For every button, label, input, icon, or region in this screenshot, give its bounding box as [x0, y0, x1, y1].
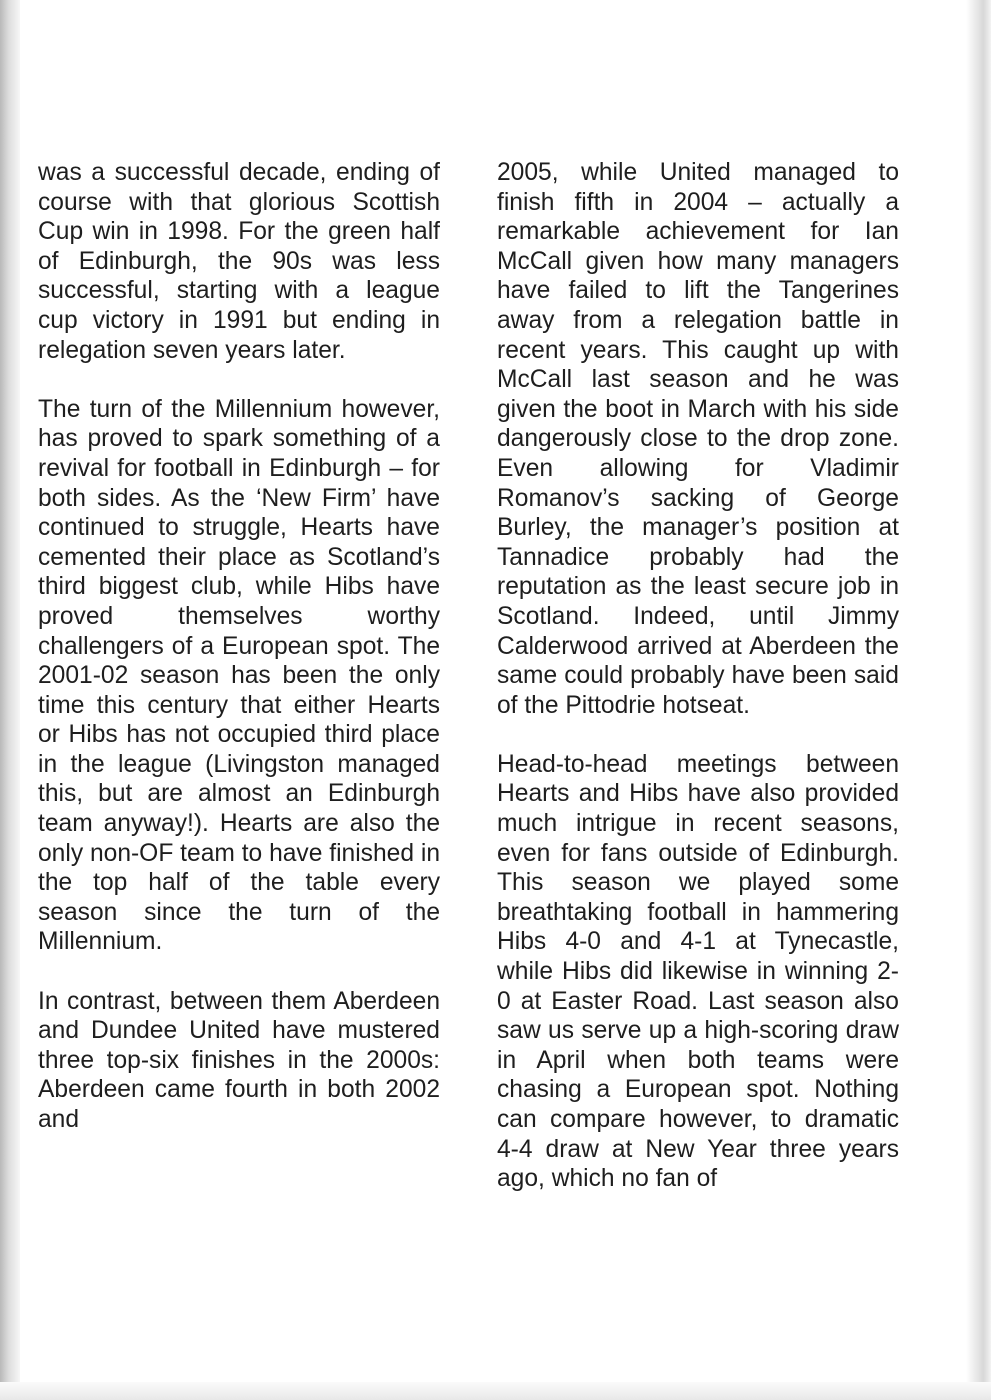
page-bottom-edge — [0, 1382, 991, 1400]
paragraph: was a successful decade, ending of course with that glorious Scottish Cup win in 1998. For the green half of Edinburgh, the 90s was less successful, starting with a league cup victory in 1991 but ending in relegation seven years later. — [38, 159, 440, 364]
paragraph: The turn of the Millennium however, has proved to spark something of a revival for football in Edinburgh – for both sides. As the ‘New Firm’ have continued to struggle, Hearts have cemented their place as Scotland’s third biggest club, while Hibs have proved themselves worthy challengers of a European spot. The 2001-02 season has been the only time this century that either Hearts or Hibs has not occupied third place in the league (Livingston managed this, but are almost an Edinburgh team anyway!). Hearts are also the only non-OF team to have finished in the top half of the table every season since the turn of the Millennium. — [38, 395, 440, 956]
paragraph: Head-to-head meetings between Hearts and Hibs have also provided much intrigue in recent seasons, even for fans outside of Edinburgh. This season we played some breathtaking football in hammering Hibs 4-0 and 4-1 at Tynecastle, while Hibs did likewise in winning 2-0 at Easter Road. Last season also saw us serve up a high-scoring draw in April when both teams were chasing a European spot. Nothing can compare however, to dramatic 4-4 draw at New Year three years ago, which no fan of — [497, 750, 899, 1193]
binding-shadow — [0, 0, 20, 1400]
page-edge — [966, 0, 991, 1400]
right-text-column — [497, 158, 899, 1194]
paragraph: 2005, while United managed to finish fifth in 2004 – actually a remarkable achievement for Ian McCall given how many managers have failed to lift the Tangerines away from a relegation battle in recent years. This caught up with McCall last season and he was given the boot in March with his side dangerously close to the drop zone. Even allowing for Vladimir Romanov’s sacking of George Burley, the manager’s position at Tannadice probably had the reputation as the least secure job in Scotland. Indeed, until Jimmy Calderwood arrived at Aberdeen the same could probably have been said of the Pittodrie hotseat. — [497, 159, 899, 719]
left-text-column — [38, 158, 440, 1135]
paragraph: In contrast, between them Aberdeen and Dundee United have mustered three top-six finishes in the 2000s: Aberdeen came fourth in both 2002 and — [38, 987, 440, 1133]
